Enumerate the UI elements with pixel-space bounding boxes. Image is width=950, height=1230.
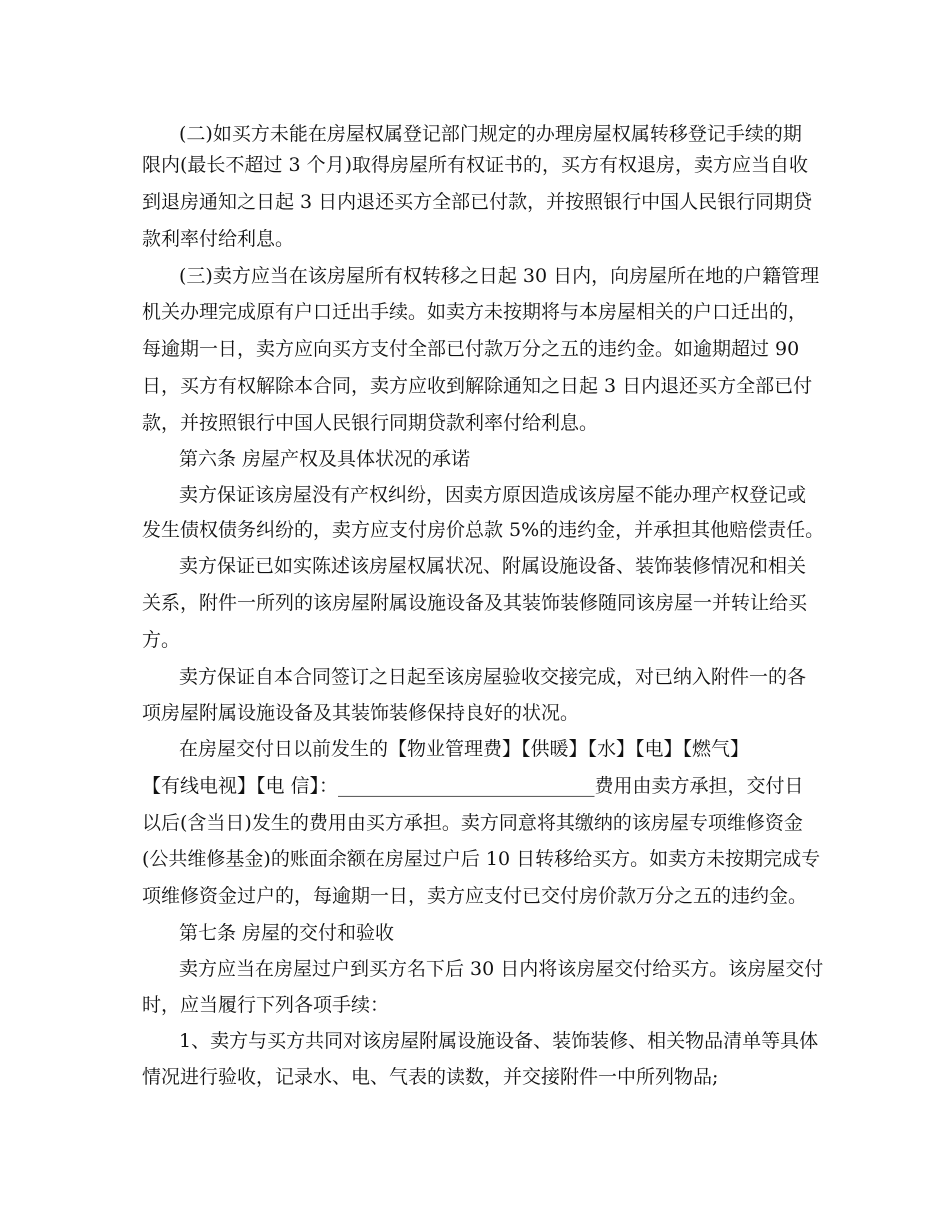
text-line-with-blank: 【有线电视】【电 信】：___________________________费用由卖方承担，交付日 [142,775,804,797]
text-line: 限内(最长不超过 3 个月)取得房屋所有权证书的，买方有权退房，卖方应当自收 [142,154,808,176]
text-line: 卖方保证该房屋没有产权纠纷，因卖方原因造成该房屋不能办理产权登记或 [179,484,807,506]
text-line: 发生债权债务纠纷的，卖方应支付房价总款 5%的违约金，并承担其他赔偿责任。 [142,519,825,541]
text-line: 卖方保证已如实陈述该房屋权属状况、附属设施设备、装饰装修情况和相关 [179,555,807,577]
text-line: 项房屋附属设施设备及其装饰装修保持良好的状况。 [142,702,580,724]
text-line: 机关办理完成原有户口迁出手续。如卖方未按期将与本房屋相关的户口迁出的， [142,301,808,323]
text-line: 款利率付给利息。 [142,228,295,250]
text-line: 卖方应当在房屋过户到买方名下后 30 日内将该房屋交付给买方。该房屋交付 [179,958,824,980]
text-line: 关系，附件一所列的该房屋附属设施设备及其装饰装修随同该房屋一并转让给买 [142,592,808,614]
text-line: 以后(含当日)发生的费用由买方承担。卖方同意将其缴纳的该房屋专项维修资金 [142,812,803,834]
text-line: 方。 [142,629,181,651]
text-line: 卖方保证自本合同签订之日起至该房屋验收交接完成，对已纳入附件一的各 [179,666,807,688]
text-line: (公共维修基金)的账面余额在房屋过户后 10 日转移给买方。如卖方未按期完成专 [142,848,821,870]
text-line: 在房屋交付日以前发生的【物业管理费】【供暖】【水】【电】【燃气】 [179,738,750,760]
text-line: 项维修资金过户的，每逾期一日，卖方应支付已交付房价款万分之五的违约金。 [142,885,808,907]
text-line: (二)如买方未能在房屋权属登记部门规定的办理房屋权属转移登记手续的期 [179,123,802,145]
text-line: 情况进行验收，记录水、电、气表的读数，并交接附件一中所列物品; [142,1066,719,1088]
text-line: 每逾期一日，卖方应向买方支付全部已付款万分之五的违约金。如逾期超过 90 [142,338,800,360]
text-line: (三)卖方应当在该房屋所有权转移之日起 30 日内，向房屋所在地的户籍管理 [179,265,820,287]
section-heading-article-7: 第七条 房屋的交付和验收 [179,922,395,944]
section-heading-article-6: 第六条 房屋产权及具体状况的承诺 [179,448,471,470]
text-line: 日，买方有权解除本合同，卖方应收到解除通知之日起 3 日内退还买方全部已付 [142,375,813,397]
text-line: 款，并按照银行中国人民银行同期贷款利率付给利息。 [142,412,599,434]
text-line: 1、卖方与买方共同对该房屋附属设施设备、装饰装修、相关物品清单等具体 [179,1030,819,1052]
text-line: 到退房通知之日起 3 日内退还买方全部已付款，并按照银行中国人民银行同期贷 [142,191,813,213]
text-line: 时，应当履行下列各项手续： [142,994,390,1016]
